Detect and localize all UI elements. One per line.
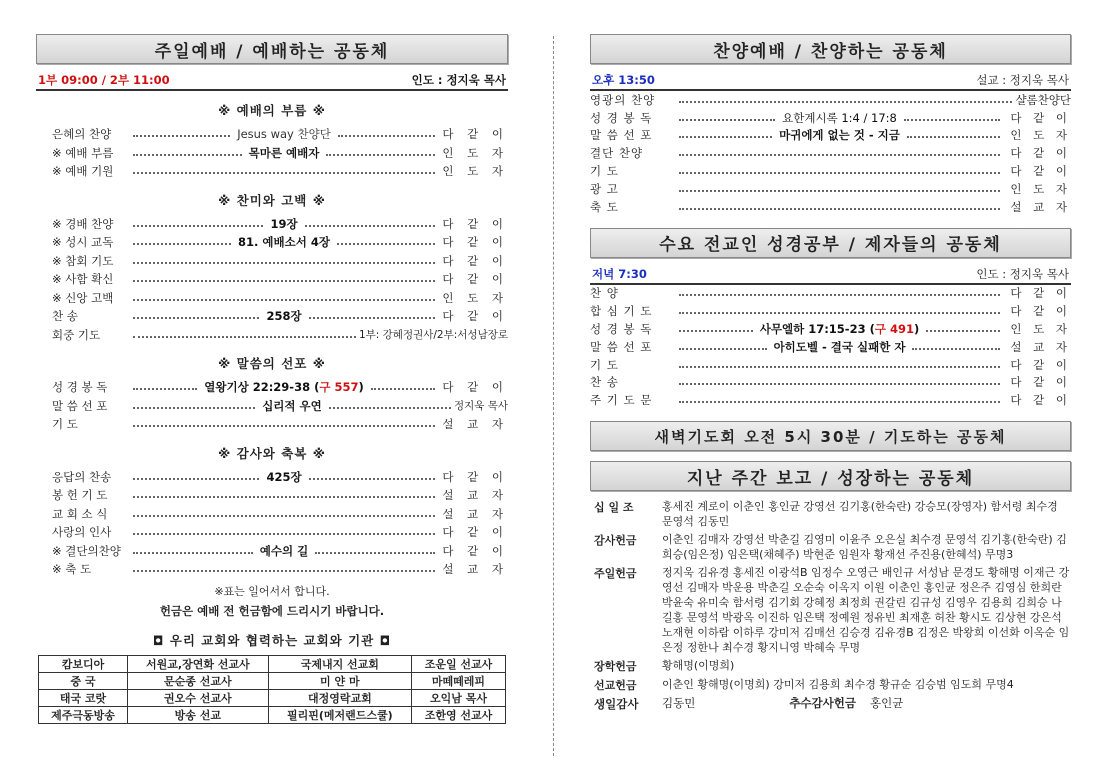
report-value: 홍세진 계로이 이춘인 홍인균 강영선 김기홍(한숙란) 강승모(장영자) 함서령 최수경 문영석 김동민 xyxy=(662,500,1058,529)
dot-leader xyxy=(133,299,435,301)
standing-note: ※표는 일어서서 합니다. xyxy=(214,584,330,598)
praise-worship-banner: 찬양예배 / 찬양하는 공동체 xyxy=(590,34,1071,64)
order-row xyxy=(36,252,508,271)
order-content xyxy=(778,110,901,126)
order-row xyxy=(590,320,1071,338)
sunday-subhead xyxy=(36,72,508,91)
order-content-text: 열왕기상 22:29-38 ( xyxy=(204,380,320,395)
order-content-end: ) xyxy=(358,380,364,395)
wednesday-subhead xyxy=(590,266,1071,285)
dot-leader xyxy=(337,243,435,245)
report-key: 생일감사 xyxy=(594,697,639,712)
order-row xyxy=(36,560,508,579)
order-role: 다 같 이 xyxy=(442,525,508,540)
weekly-report-banner: 지난 주간 보고 / 성장하는 공동체 xyxy=(590,461,1071,491)
order-label: ※ 예배 기원 xyxy=(52,164,114,179)
order-row xyxy=(36,415,508,434)
order-label: 찬 송 xyxy=(590,375,619,390)
dot-leader xyxy=(679,154,1000,156)
order-row xyxy=(590,285,1071,303)
order-role: 설 교 자 xyxy=(442,562,508,577)
praise-time: 오후 13:50 xyxy=(592,73,655,87)
sunday-worship-banner: 주일예배 / 예배하는 공동체 xyxy=(36,34,508,64)
dot-leader xyxy=(133,407,255,409)
dot-leader xyxy=(904,119,1000,121)
order-label: 찬 송 xyxy=(52,309,78,324)
order-label: 성 경 봉 독 xyxy=(52,380,108,395)
column-divider xyxy=(553,36,554,756)
report-key: 선교헌금 xyxy=(594,679,637,693)
report-row xyxy=(590,499,1071,529)
report-value: 이춘인 황해명(이명희) 강미저 김용희 최수경 황규순 김승범 임도희 무명4 xyxy=(662,678,1014,692)
dot-leader xyxy=(679,294,1000,296)
dot-leader xyxy=(326,154,435,156)
order-role: 다 같 이 xyxy=(442,235,508,250)
order-role: 설 교 자 xyxy=(442,506,508,521)
order-row xyxy=(590,162,1071,180)
order-role: 다 같 이 xyxy=(1010,375,1071,390)
partner-cell: 마떼떼레피 xyxy=(411,672,505,689)
order-content xyxy=(266,216,301,232)
order-label: ※ 신앙 고백 xyxy=(52,290,114,305)
order-row xyxy=(36,270,508,289)
partner-cell: 제주극동방송 xyxy=(39,706,128,723)
order-label: 교 회 소 식 xyxy=(52,506,108,521)
partner-title: ◘ 우리 교회와 협력하는 교회와 기관 ◘ xyxy=(152,632,392,648)
dot-leader xyxy=(679,330,753,332)
order-row xyxy=(36,397,508,416)
order-role: 다 같 이 xyxy=(1010,110,1071,125)
order-row xyxy=(590,356,1071,374)
order-label: 회중 기도 xyxy=(52,327,101,342)
dot-leader xyxy=(679,312,1000,314)
order-row xyxy=(36,125,508,144)
dot-leader xyxy=(133,336,356,338)
order-row xyxy=(590,144,1071,162)
report-key: 감사헌금 xyxy=(594,534,637,548)
dot-leader xyxy=(133,154,242,156)
dot-leader xyxy=(679,190,1000,192)
order-label: 찬 양 xyxy=(590,286,619,301)
dot-leader xyxy=(305,225,435,227)
partner-row xyxy=(39,672,506,689)
dot-leader xyxy=(133,172,435,174)
order-role: 다 같 이 xyxy=(442,380,508,395)
order-row xyxy=(590,302,1071,320)
order-row xyxy=(36,326,508,345)
order-role: 다 같 이 xyxy=(1010,357,1071,372)
order-content-text: 425장 xyxy=(266,469,302,484)
partner-row xyxy=(39,655,506,672)
order-role: 설 교 자 xyxy=(1010,199,1071,214)
dot-leader xyxy=(679,172,1000,174)
order-role: 다 같 이 xyxy=(1010,146,1071,161)
partner-cell: 필리핀(메저랜드스쿨) xyxy=(268,706,411,723)
order-role: 샬롬찬양단 xyxy=(1015,92,1071,107)
partner-cell: 조운일 선교사 xyxy=(411,655,505,672)
order-row xyxy=(590,109,1071,127)
worship-leader: 인도 : 정지욱 목사 xyxy=(411,73,506,87)
order-label: ※ 성시 교독 xyxy=(52,235,114,250)
dot-leader xyxy=(133,425,435,427)
right-column xyxy=(590,34,1071,715)
order-role: 인 도 자 xyxy=(1010,322,1071,337)
section-title: ※ 감사와 축복 ※ xyxy=(218,445,326,461)
partner-row xyxy=(39,689,506,706)
order-row xyxy=(36,289,508,308)
partner-cell: 오익남 목사 xyxy=(411,689,505,706)
report-row xyxy=(590,677,1071,693)
dot-leader xyxy=(371,388,435,390)
order-row xyxy=(36,162,508,181)
order-role: 인 도 자 xyxy=(442,290,508,305)
order-content xyxy=(256,543,312,559)
report-row xyxy=(590,532,1071,562)
order-label: 주 기 도 문 xyxy=(590,393,653,408)
report-key: 주일헌금 xyxy=(594,567,637,581)
wednesday-leader: 인도 : 정지욱 목사 xyxy=(976,266,1069,281)
dot-leader xyxy=(926,330,1000,332)
report-value: 정지욱 김유경 홍세진 이광석B 임정수 오영근 배인규 서성남 문경도 황해명 이재근 강영선 김매자 박운용 박춘길 오순숙 이옥지 이원 이춘인 홍인균 정은주 김영심 한희란 박윤숙 유미숙 함서령 김기회 강혜정 최정희 권갈린 김규성 김영우 김용희 김희승 나길홍 문영석 박광옥 이진하 임은택 정예원 정유빈 최재훈 허찬 황시도 김상현 강은석 노재현 이하람 이하루 강미저 김매선 김승경 김유경B 김정은 박왕희 이선화 이옥순 임은정 정한나 최수경 황지니영 박혜숙 무명 xyxy=(662,566,1070,655)
order-content xyxy=(233,126,335,142)
order-row xyxy=(36,307,508,326)
order-label: ※ 축 도 xyxy=(52,562,92,577)
order-label: 말 씀 선 포 xyxy=(590,339,653,354)
wednesday-order xyxy=(590,285,1071,410)
order-content-text: 십리적 우연 xyxy=(262,398,322,413)
order-content-text: 258장 xyxy=(266,309,302,324)
order-row xyxy=(590,91,1071,109)
partner-cell: 권오수 선교사 xyxy=(128,689,269,706)
partner-cell: 중 국 xyxy=(39,672,128,689)
partner-cell: 캄보디아 xyxy=(39,655,128,672)
order-label: 응답의 찬송 xyxy=(52,469,112,484)
wednesday-time: 저녁 7:30 xyxy=(592,266,647,281)
dot-leader xyxy=(309,317,435,319)
order-row xyxy=(36,378,508,397)
order-role: 다 같 이 xyxy=(1010,393,1071,408)
order-role: 설 교 자 xyxy=(1010,339,1071,354)
offering-note: 헌금은 예배 전 헌금함에 드리시기 바랍니다. xyxy=(159,603,385,618)
order-row xyxy=(36,215,508,234)
order-label: ※ 결단의찬양 xyxy=(52,543,121,558)
order-content xyxy=(262,469,305,485)
order-label: 광 고 xyxy=(590,181,619,196)
order-content xyxy=(200,379,367,395)
order-label: 봉 헌 기 도 xyxy=(52,488,108,503)
order-label: ※ 참회 기도 xyxy=(52,253,114,268)
order-row xyxy=(36,144,508,163)
dot-leader xyxy=(679,101,1012,103)
order-role: 다 같 이 xyxy=(1010,286,1071,301)
report-value: 황해명(이명희) xyxy=(662,659,735,673)
order-content xyxy=(262,308,305,324)
dot-leader xyxy=(133,552,253,554)
dot-leader xyxy=(679,136,772,138)
order-content-text: 19장 xyxy=(270,216,298,231)
order-label: ※ 예배 부름 xyxy=(52,145,114,160)
partner-cell: 방송 선교 xyxy=(128,706,269,723)
order-row xyxy=(36,233,508,252)
partner-cell: 미 얀 마 xyxy=(268,672,411,689)
order-row xyxy=(590,127,1071,145)
dot-leader xyxy=(679,208,1000,210)
order-role: 다 같 이 xyxy=(442,309,508,324)
order-content xyxy=(234,234,334,250)
order-label: 말 씀 선 포 xyxy=(590,128,653,143)
wednesday-study-banner: 수요 전교인 성경공부 / 제자들의 공동체 xyxy=(590,228,1071,258)
order-label: 축 도 xyxy=(590,199,619,214)
order-label: 기 도 xyxy=(590,357,619,372)
order-label: 영광의 찬양 xyxy=(590,92,656,107)
weekly-report xyxy=(590,499,1071,693)
worship-order xyxy=(36,101,508,579)
dot-leader xyxy=(133,280,435,282)
order-row xyxy=(36,523,508,542)
service-time: 1부 09:00 / 2부 11:00 xyxy=(38,73,170,87)
order-label: 사랑의 인사 xyxy=(52,525,112,540)
dot-leader xyxy=(679,401,1000,403)
harvest-value: 홍인균 xyxy=(869,696,904,711)
dot-leader xyxy=(679,119,775,121)
order-content-text: Jesus way 찬양단 xyxy=(237,127,331,142)
hymn-ref: 구 491 xyxy=(874,322,914,337)
order-role: 다 같 이 xyxy=(442,127,508,142)
order-role: 인 도 자 xyxy=(442,164,508,179)
order-content-text: 목마른 예배자 xyxy=(248,145,320,160)
order-role: 인 도 자 xyxy=(442,145,508,160)
report-row xyxy=(590,565,1071,655)
section-title: ※ 찬미와 고백 ※ xyxy=(218,192,326,208)
dot-leader xyxy=(329,407,451,409)
order-row xyxy=(590,198,1071,216)
order-role: 설 교 자 xyxy=(442,417,508,432)
order-content-text: 마귀에게 없는 것 - 지금 xyxy=(779,128,900,143)
partner-cell: 문순종 선교사 xyxy=(128,672,269,689)
order-role: 다 같 이 xyxy=(442,253,508,268)
order-label: 말 씀 선 포 xyxy=(52,398,108,413)
praise-subhead xyxy=(590,72,1071,91)
dot-leader xyxy=(133,317,259,319)
order-row xyxy=(590,374,1071,392)
dot-leader xyxy=(133,388,197,390)
order-content-end: ) xyxy=(913,322,920,337)
order-row xyxy=(590,180,1071,198)
dot-leader xyxy=(133,570,435,572)
report-birthday-row xyxy=(590,696,1071,712)
order-content xyxy=(258,398,326,414)
dot-leader xyxy=(912,348,1000,350)
order-role: 설 교 자 xyxy=(442,488,508,503)
dot-leader xyxy=(679,366,1000,368)
order-label: 은혜의 찬양 xyxy=(52,127,112,142)
order-content-text: 요한계시록 1:4 / 17:8 xyxy=(782,110,897,125)
order-content xyxy=(775,127,904,143)
dot-leader xyxy=(133,225,263,227)
order-role: 다 같 이 xyxy=(442,216,508,231)
dot-leader xyxy=(133,515,435,517)
partner-row xyxy=(39,706,506,723)
hymn-ref: 구 557 xyxy=(319,380,359,395)
dot-leader xyxy=(907,136,1000,138)
order-content-text: 81. 예배소서 4장 xyxy=(238,235,330,250)
order-label: 성 경 봉 독 xyxy=(590,322,653,337)
dot-leader xyxy=(133,533,435,535)
order-label: ※ 사함 확신 xyxy=(52,272,114,287)
order-content xyxy=(245,145,324,161)
order-content xyxy=(770,339,910,355)
order-content-text: 사무엘하 17:15-23 ( xyxy=(759,322,875,337)
dot-leader xyxy=(309,478,435,480)
order-role: 정지욱 목사 xyxy=(453,400,508,413)
order-row xyxy=(36,542,508,561)
order-role: 인 도 자 xyxy=(1010,128,1071,143)
order-label: 결단 찬양 xyxy=(590,146,644,161)
dot-leader xyxy=(133,135,230,137)
order-role: 다 같 이 xyxy=(442,543,508,558)
partner-cell: 조한영 선교사 xyxy=(411,706,505,723)
order-role: 다 같 이 xyxy=(442,272,508,287)
harvest-key: 추수감사헌금 xyxy=(789,696,856,711)
order-row xyxy=(590,338,1071,356)
partner-table xyxy=(38,655,506,724)
report-key: 장학헌금 xyxy=(594,660,637,674)
report-value: 이춘인 김매자 강영선 박춘길 김영미 이윤주 오은실 최수경 문영석 김기홍(한숙란) 김희승(임은정) 임은택(채혜주) 박현준 임원자 황재선 주진용(한혜석) 무명3 xyxy=(662,533,1067,562)
order-role: 다 같 이 xyxy=(1010,164,1071,179)
section-title: ※ 예배의 부름 ※ xyxy=(218,103,326,118)
order-label: 기 도 xyxy=(590,164,619,179)
order-label: 성 경 봉 독 xyxy=(590,110,653,125)
dawn-prayer-banner: 새벽기도회 오전 5시 30분 / 기도하는 공동체 xyxy=(590,421,1071,451)
dot-leader xyxy=(133,243,231,245)
dot-leader xyxy=(133,478,259,480)
report-value: 김동민 xyxy=(662,696,696,711)
dot-leader xyxy=(315,552,435,554)
praise-order xyxy=(590,91,1071,216)
order-row xyxy=(590,391,1071,409)
order-row xyxy=(36,486,508,505)
dot-leader xyxy=(338,135,435,137)
order-label: ※ 경배 찬양 xyxy=(52,216,114,231)
report-key: 십 일 조 xyxy=(594,501,634,515)
dot-leader xyxy=(679,383,1000,385)
order-role: 다 같 이 xyxy=(1010,304,1071,319)
order-role: 다 같 이 xyxy=(442,469,508,484)
order-row xyxy=(36,505,508,524)
partner-cell: 대정영락교회 xyxy=(268,689,411,706)
partner-cell: 국제내지 선교회 xyxy=(268,655,411,672)
praise-preacher: 설교 : 정지욱 목사 xyxy=(976,73,1069,87)
order-role: 인 도 자 xyxy=(1010,181,1071,196)
order-content-text: 아히도벨 - 결국 실패한 자 xyxy=(773,339,906,354)
order-content-text: 예수의 길 xyxy=(259,543,309,558)
order-content xyxy=(756,321,923,337)
section-title: ※ 말씀의 선포 ※ xyxy=(218,356,326,371)
order-role: 1부: 강혜정권사/2부:서성남장로 xyxy=(358,329,508,342)
partner-cell: 서원교,장연화 선교사 xyxy=(128,655,269,672)
order-label: 기 도 xyxy=(52,417,78,432)
order-row xyxy=(36,468,508,487)
dot-leader xyxy=(679,348,767,350)
dot-leader xyxy=(133,496,435,498)
report-row xyxy=(590,658,1071,674)
order-label: 합 심 기 도 xyxy=(590,304,653,319)
left-column xyxy=(36,34,508,724)
dot-leader xyxy=(133,262,435,264)
partner-cell: 태국 코랏 xyxy=(39,689,128,706)
